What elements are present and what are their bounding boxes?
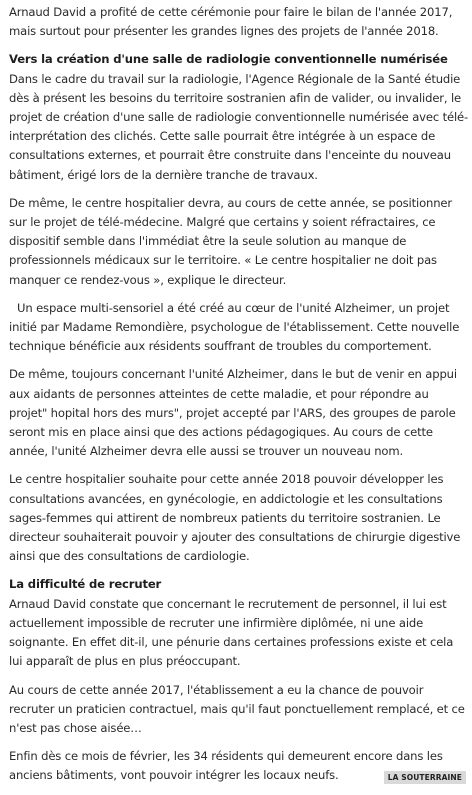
paragraph-radiologie: Dans le cadre du travail sur la radiologie, l'Agence Régionale de la Santé étudie dès à présent les besoins du territoire sostranien afin de valider, ou invalider, le projet de création d'une salle de radiologie conventionnelle numérisée avec télé-interprétation des clichés. Cette salle pourrait être intégrée à un espace de consultations externes, et pourrait être construite dans l'enceinte du nouveau bâtiment, érigé lors de la dernière tranche de travaux.: [9, 71, 469, 182]
paragraph-praticien-contractuel: Au cours de cette année 2017, l'établissement a eu la chance de pouvoir recruter un praticien contractuel, mais qu'il faut ponctuellement remplacé, et ce n'est pas chose aisée…: [9, 682, 465, 735]
paragraph-recrutement: Arnaud David constate que concernant le recrutement de personnel, il lui est actuellement impossible de recruter une infirmière diplômée, ni une aide soignante. En effet dit-il, une pénurie dans certaines professions existe et cela lui apparaît de plus en plus préoccupant.: [9, 596, 454, 669]
paragraph-consultations-avancees: Le centre hospitalier souhaite pour cette année 2018 pouvoir développer les consultations avancées, en gynécologie, en addictologie et les consultations sages-femmes qui attirent de nombreux patients du territoire sostranien. Le directeur souhaiterait pouvoir y ajouter des consultations de chirurgie digestive ainsi que des consultations de cardiologie.: [9, 472, 461, 564]
paragraph-espace-multisensoriel: Un espace multi-sensoriel a été créé au cœur de l'unité Alzheimer, un projet initié par Madame Remondière, psychologue de l'établissement. Cette nouvelle technique bénéficie aux résidents souffrant de troubles du comportement.: [9, 300, 460, 354]
article-body: [9, 3, 469, 795]
paragraph-residents-locaux: Enfin dès ce mois de février, les 34 résidents qui demeurent encore dans les anciens bâtiments, vont pouvoir intégrer les locaux neufs.: [9, 749, 443, 783]
paragraph-unite-alzheimer: De même, toujours concernant l'unité Alzheimer, dans le but de venir en appui aux aidants de personnes atteintes de cette maladie, et pour répondre au projet" hopital hors des murs", projet accepté par l'ARS, des groupes de parole seront mis en place ainsi que des actions pédagogiques. Au cours de cette année, l'unité Alzheimer devra elle aussi se trouver un nouveau nom.: [9, 367, 457, 459]
section-heading-radiologie: Vers la création d'une salle de radiologie conventionnelle numérisée: [9, 52, 448, 67]
source-badge[interactable]: LA SOUTERRAINE: [384, 771, 466, 784]
intro-paragraph: Arnaud David a profité de cette cérémonie pour faire le bilan de l'année 2017, mais surtout pour présenter les grandes lignes des projets de l'année 2018.: [9, 5, 453, 39]
section-heading-recrutement: La difficulté de recruter: [9, 577, 162, 592]
paragraph-telemedecine: De même, le centre hospitalier devra, au cours de cette année, se positionner sur le projet de télé-médecine. Malgré que certains y soient réfractaires, ce dispositif semble dans l'immédiat être la seule solution au manque de professionnels médicaux sur le territoire. « Le centre hospitalier ne doit pas manquer ce rendez-vous », explique le directeur.: [9, 195, 453, 287]
